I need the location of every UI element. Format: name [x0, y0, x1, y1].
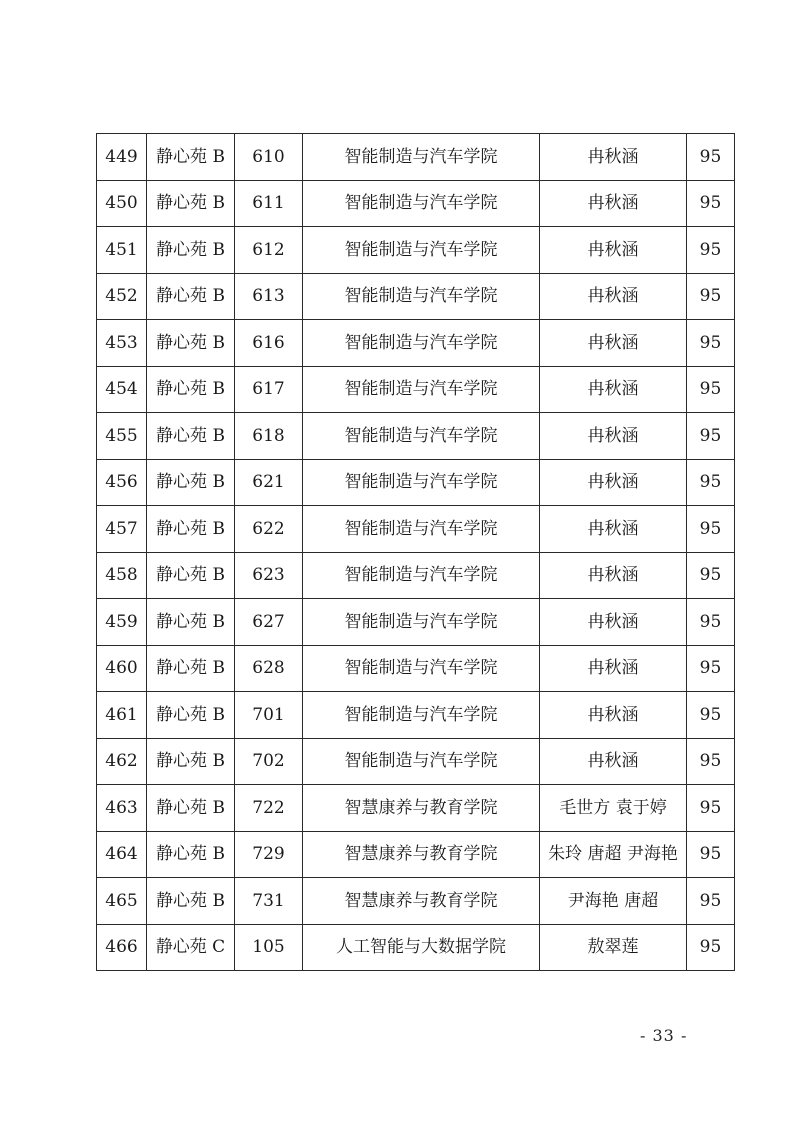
table-row [97, 878, 735, 925]
room-number-cell: 622 [235, 506, 303, 553]
row-index-cell: 461 [97, 692, 147, 739]
score-cell: 95 [687, 552, 735, 599]
names-cell: 尹海艳 唐超 [540, 878, 687, 925]
room-number-cell: 731 [235, 878, 303, 925]
table-row [97, 599, 735, 646]
score-cell: 95 [687, 878, 735, 925]
names-cell: 冉秋涵 [540, 738, 687, 785]
row-index-cell: 464 [97, 831, 147, 878]
names-cell: 冉秋涵 [540, 552, 687, 599]
table-row [97, 645, 735, 692]
score-cell: 95 [687, 180, 735, 227]
names-cell: 冉秋涵 [540, 180, 687, 227]
row-index-cell: 463 [97, 785, 147, 832]
row-index-cell: 454 [97, 366, 147, 413]
score-cell: 95 [687, 831, 735, 878]
building-cell: 静心苑 B [147, 831, 235, 878]
room-number-cell: 702 [235, 738, 303, 785]
room-number-cell: 617 [235, 366, 303, 413]
room-number-cell: 722 [235, 785, 303, 832]
score-cell: 95 [687, 459, 735, 506]
table-row [97, 413, 735, 460]
college-cell: 智能制造与汽车学院 [303, 180, 540, 227]
score-cell: 95 [687, 506, 735, 553]
names-cell: 冉秋涵 [540, 273, 687, 320]
row-index-cell: 455 [97, 413, 147, 460]
college-cell: 智能制造与汽车学院 [303, 552, 540, 599]
dormitory-score-table [96, 133, 735, 971]
row-index-cell: 459 [97, 599, 147, 646]
college-cell: 智能制造与汽车学院 [303, 738, 540, 785]
college-cell: 智慧康养与教育学院 [303, 785, 540, 832]
row-index-cell: 457 [97, 506, 147, 553]
table-row [97, 692, 735, 739]
room-number-cell: 610 [235, 134, 303, 181]
room-number-cell: 627 [235, 599, 303, 646]
college-cell: 智能制造与汽车学院 [303, 227, 540, 274]
row-index-cell: 466 [97, 924, 147, 971]
room-number-cell: 612 [235, 227, 303, 274]
building-cell: 静心苑 B [147, 134, 235, 181]
college-cell: 人工智能与大数据学院 [303, 924, 540, 971]
building-cell: 静心苑 B [147, 459, 235, 506]
building-cell: 静心苑 B [147, 273, 235, 320]
row-index-cell: 458 [97, 552, 147, 599]
college-cell: 智能制造与汽车学院 [303, 413, 540, 460]
room-number-cell: 621 [235, 459, 303, 506]
college-cell: 智慧康养与教育学院 [303, 878, 540, 925]
room-number-cell: 613 [235, 273, 303, 320]
score-cell: 95 [687, 692, 735, 739]
room-number-cell: 611 [235, 180, 303, 227]
college-cell: 智能制造与汽车学院 [303, 459, 540, 506]
college-cell: 智能制造与汽车学院 [303, 599, 540, 646]
building-cell: 静心苑 B [147, 645, 235, 692]
room-number-cell: 628 [235, 645, 303, 692]
college-cell: 智能制造与汽车学院 [303, 506, 540, 553]
row-index-cell: 452 [97, 273, 147, 320]
score-cell: 95 [687, 273, 735, 320]
building-cell: 静心苑 B [147, 692, 235, 739]
room-number-cell: 616 [235, 320, 303, 367]
row-index-cell: 449 [97, 134, 147, 181]
building-cell: 静心苑 C [147, 924, 235, 971]
room-number-cell: 623 [235, 552, 303, 599]
building-cell: 静心苑 B [147, 599, 235, 646]
score-cell: 95 [687, 366, 735, 413]
college-cell: 智能制造与汽车学院 [303, 273, 540, 320]
names-cell: 冉秋涵 [540, 227, 687, 274]
table-body [97, 134, 735, 971]
college-cell: 智慧康养与教育学院 [303, 831, 540, 878]
building-cell: 静心苑 B [147, 320, 235, 367]
names-cell: 冉秋涵 [540, 413, 687, 460]
names-cell: 敖翠莲 [540, 924, 687, 971]
table-row [97, 227, 735, 274]
building-cell: 静心苑 B [147, 738, 235, 785]
score-cell: 95 [687, 227, 735, 274]
score-cell: 95 [687, 413, 735, 460]
building-cell: 静心苑 B [147, 552, 235, 599]
college-cell: 智能制造与汽车学院 [303, 366, 540, 413]
score-cell: 95 [687, 599, 735, 646]
names-cell: 毛世方 袁于婷 [540, 785, 687, 832]
score-cell: 95 [687, 134, 735, 181]
room-number-cell: 729 [235, 831, 303, 878]
score-cell: 95 [687, 645, 735, 692]
page-number: - 33 - [640, 1026, 688, 1045]
row-index-cell: 460 [97, 645, 147, 692]
row-index-cell: 462 [97, 738, 147, 785]
names-cell: 冉秋涵 [540, 459, 687, 506]
table-row [97, 506, 735, 553]
names-cell: 冉秋涵 [540, 366, 687, 413]
building-cell: 静心苑 B [147, 180, 235, 227]
table-row [97, 273, 735, 320]
row-index-cell: 465 [97, 878, 147, 925]
room-number-cell: 105 [235, 924, 303, 971]
table-row [97, 552, 735, 599]
row-index-cell: 450 [97, 180, 147, 227]
table-row [97, 459, 735, 506]
table-row [97, 785, 735, 832]
building-cell: 静心苑 B [147, 878, 235, 925]
row-index-cell: 456 [97, 459, 147, 506]
table-row [97, 924, 735, 971]
table-row [97, 738, 735, 785]
building-cell: 静心苑 B [147, 785, 235, 832]
college-cell: 智能制造与汽车学院 [303, 320, 540, 367]
score-cell: 95 [687, 924, 735, 971]
names-cell: 冉秋涵 [540, 134, 687, 181]
room-number-cell: 701 [235, 692, 303, 739]
room-number-cell: 618 [235, 413, 303, 460]
names-cell: 冉秋涵 [540, 599, 687, 646]
college-cell: 智能制造与汽车学院 [303, 645, 540, 692]
building-cell: 静心苑 B [147, 413, 235, 460]
table-row [97, 134, 735, 181]
score-cell: 95 [687, 738, 735, 785]
row-index-cell: 453 [97, 320, 147, 367]
score-cell: 95 [687, 785, 735, 832]
college-cell: 智能制造与汽车学院 [303, 134, 540, 181]
names-cell: 朱玲 唐超 尹海艳 [540, 831, 687, 878]
names-cell: 冉秋涵 [540, 692, 687, 739]
names-cell: 冉秋涵 [540, 506, 687, 553]
row-index-cell: 451 [97, 227, 147, 274]
building-cell: 静心苑 B [147, 366, 235, 413]
table-row [97, 180, 735, 227]
score-cell: 95 [687, 320, 735, 367]
table-row [97, 366, 735, 413]
names-cell: 冉秋涵 [540, 320, 687, 367]
table-row [97, 831, 735, 878]
names-cell: 冉秋涵 [540, 645, 687, 692]
building-cell: 静心苑 B [147, 227, 235, 274]
table-row [97, 320, 735, 367]
building-cell: 静心苑 B [147, 506, 235, 553]
college-cell: 智能制造与汽车学院 [303, 692, 540, 739]
